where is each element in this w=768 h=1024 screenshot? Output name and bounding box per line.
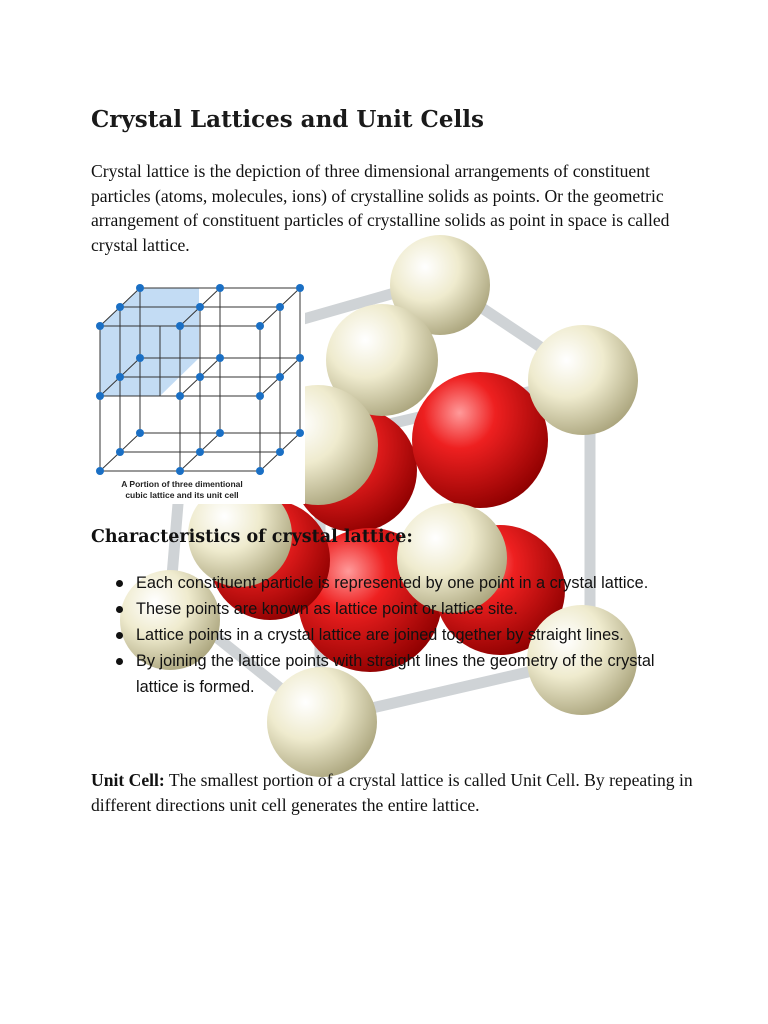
characteristics-heading: Characteristics of crystal lattice:: [91, 527, 413, 547]
list-item: [110, 649, 700, 700]
intro-paragraph: Crystal lattice is the depiction of three dimensional arrangements of constituent particles (atoms, molecules, ions) of crystalline solids as points. Or the geometric arrangement of constituent particles of crystalline solids as point in space is called crystal lattice.: [91, 161, 670, 255]
characteristics-list: [110, 571, 700, 701]
list-item-text: Each constituent particle is represented by one point in a crystal lattice.: [136, 574, 649, 592]
lattice-caption-line1: A Portion of three dimentional: [121, 479, 243, 489]
list-item-text: By joining the lattice points with straight lines the geometry of the crystal lattice is formed.: [136, 652, 655, 696]
unit-cell-highlight: [100, 288, 199, 396]
page-title: Crystal Lattices and Unit Cells: [91, 106, 484, 133]
list-item: [110, 571, 700, 597]
bullet-icon: [116, 658, 123, 665]
bullet-icon: [116, 580, 123, 587]
list-item-text: These points are known as lattice point or lattice site.: [136, 600, 518, 618]
list-item-text: Lattice points in a crystal lattice are joined together by straight lines.: [136, 626, 624, 644]
list-item: [110, 623, 700, 649]
unit-cell-paragraph: [91, 768, 711, 817]
unit-cell-definition: The smallest portion of a crystal lattice is called Unit Cell. By repeating in different directions unit cell generates the entire lattice.: [91, 770, 693, 815]
cubic-lattice-diagram: [90, 268, 305, 504]
bullet-icon: [116, 606, 123, 613]
unit-cell-term: Unit Cell:: [91, 770, 165, 790]
lattice-caption-line2: cubic lattice and its unit cell: [125, 490, 239, 500]
bullet-icon: [116, 632, 123, 639]
list-item: [110, 597, 700, 623]
